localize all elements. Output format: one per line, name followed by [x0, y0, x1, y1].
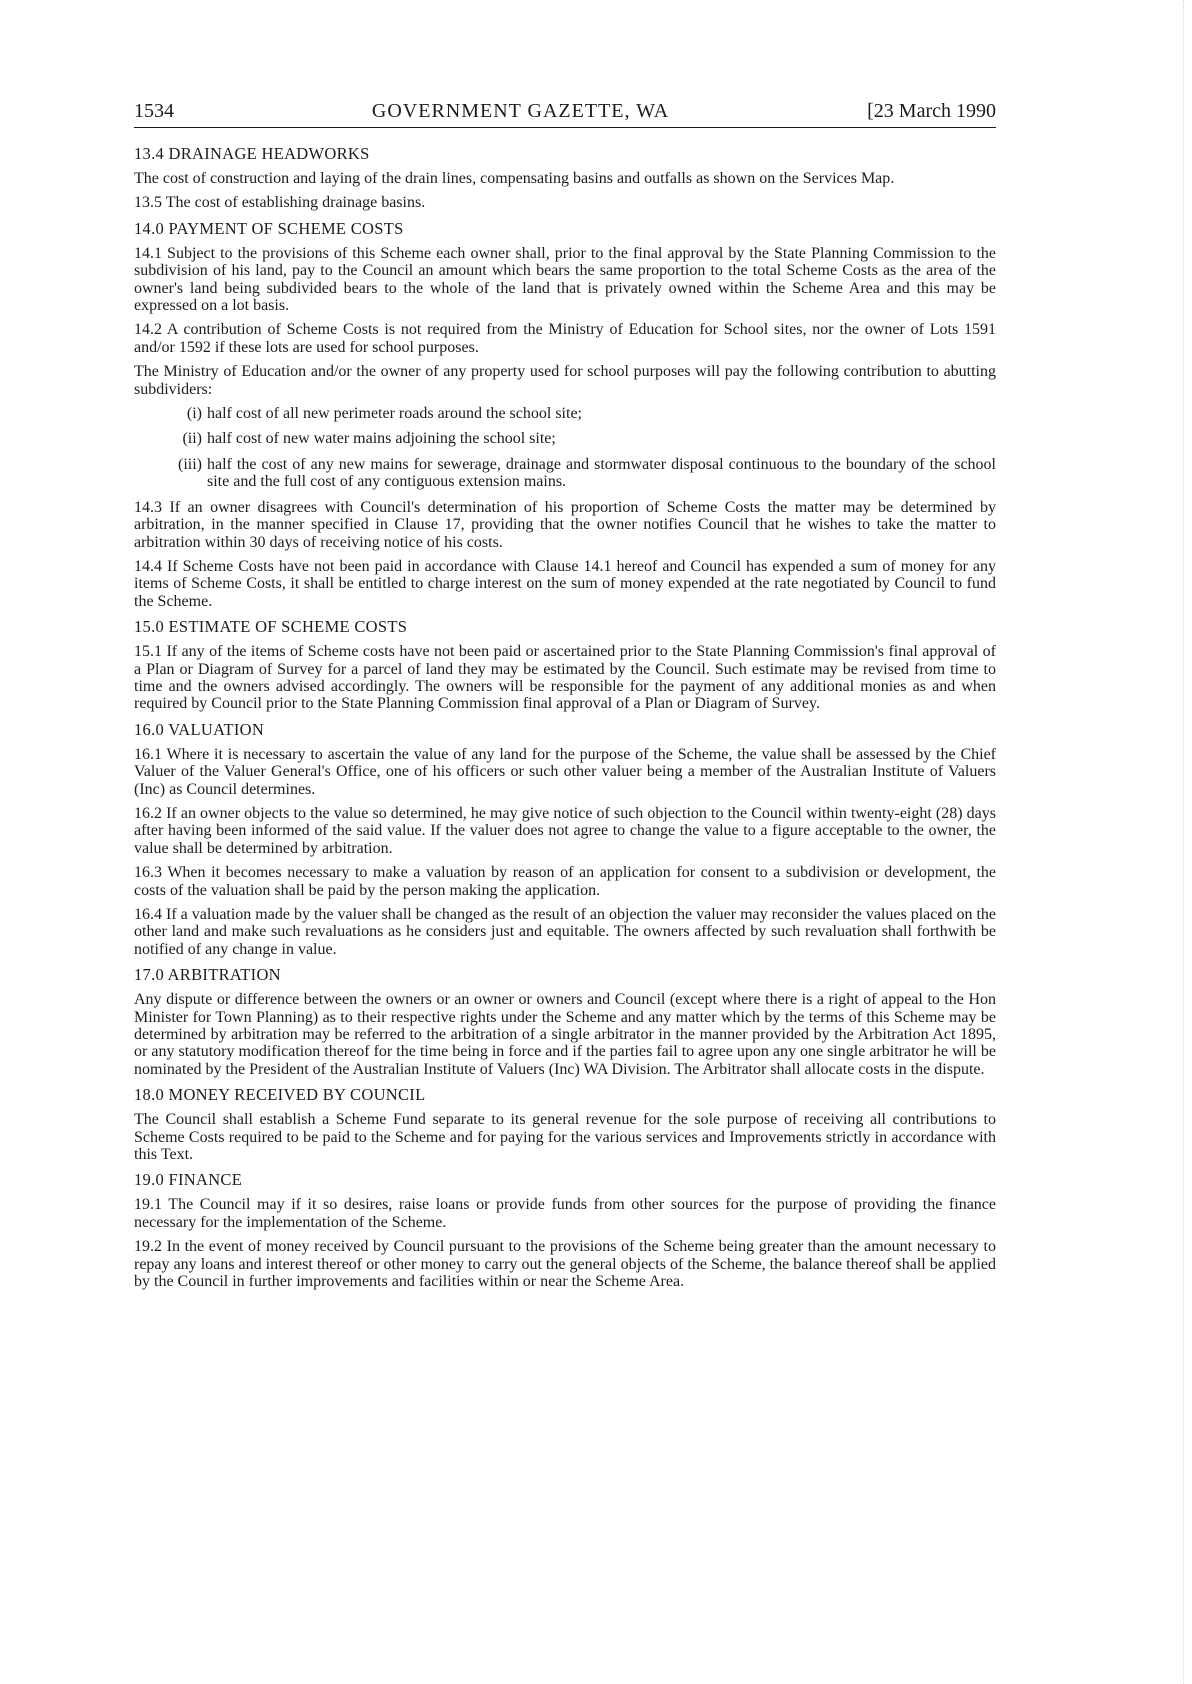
paragraph: 14.4 If Scheme Costs have not been paid in accordance with Clause 14.1 hereof and Council has expended a sum of money for any items of Scheme Costs, it shall be entitled to charge interest on the sum of money expended at the rate negotiated by Council to fund the Scheme.	[134, 557, 996, 610]
paragraph: 14.3 If an owner disagrees with Council's determination of his proportion of Scheme Costs the matter may be determined by arbitration, in the manner specified in Clause 17, providing that the owner notifies Council that he wishes to take the matter to arbitration within 30 days of receiving notice of his costs.	[134, 498, 996, 551]
section-heading: 13.4 DRAINAGE HEADWORKS	[134, 144, 370, 163]
list-item	[134, 456, 996, 491]
list-item-text: half cost of new water mains adjoining the school site;	[207, 430, 556, 448]
list-item-number: (iii)	[178, 455, 202, 473]
paragraph: 16.3 When it becomes necessary to make a valuation by reason of an application for consent to a subdivision or development, the costs of the valuation shall be paid by the person making the application.	[134, 864, 996, 899]
section-heading: 17.0 ARBITRATION	[134, 965, 281, 985]
list-item-number: (i)	[186, 405, 202, 423]
list-item-text: half cost of all new perimeter roads around the school site;	[207, 405, 582, 423]
paragraph: 16.1 Where it is necessary to ascertain the value of any land for the purpose of the Scheme, the value shall be assessed by the Chief Valuer of the Valuer General's Office, one of his officers or such other valuer being a member of the Australian Institute of Valuers (Inc) as Council determines.	[134, 745, 996, 798]
contribution-list	[134, 405, 996, 491]
document-body	[134, 144, 996, 1291]
paragraph: 14.1 Subject to the provisions of this Scheme each owner shall, prior to the final approval by the State Planning Commission to the subdivision of his land, pay to the Council an amount which bears the same proportion to the total Scheme Costs as the area of the owner's land being subdivided bears to the whole of the land that is privately owned within the Scheme Area and this may be expressed on a lot basis.	[134, 244, 996, 315]
section-heading: 16.0 VALUATION	[134, 719, 265, 739]
list-item	[134, 430, 996, 447]
section-heading: 15.0 ESTIMATE OF SCHEME COSTS	[134, 617, 408, 637]
section-heading: 18.0 MONEY RECEIVED BY COUNCIL	[134, 1085, 426, 1105]
list-item-text: half the cost of any new mains for sewerage, drainage and stormwater disposal continuous to the boundary of the school site and the full cost of any contiguous extension mains.	[207, 455, 996, 491]
paragraph: 19.1 The Council may if it so desires, raise loans or provide funds from other sources for the purpose of providing the finance necessary for the implementation of the Scheme.	[134, 1196, 996, 1231]
page-header	[134, 100, 996, 128]
page-edge-rule	[1182, 0, 1184, 1684]
paragraph: 15.1 If any of the items of Scheme costs have not been paid or ascertained prior to the State Planning Commission's final approval of a Plan or Diagram of Survey for a parcel of land they may be estimated by the Council. Such estimate may be revised from time to time and the owners advised accordingly. The owners will be responsible for the payment of any additional monies as and when required by Council prior to the State Planning Commission final approval of a Plan or Diagram of Survey.	[134, 643, 996, 713]
paragraph: 13.5 The cost of establishing drainage basins.	[134, 194, 426, 212]
paragraph: 14.2 A contribution of Scheme Costs is not required from the Ministry of Education for School sites, nor the owner of Lots 1591 and/or 1592 if these lots are used for school purposes.	[134, 321, 996, 356]
list-item	[134, 405, 996, 422]
paragraph: 16.4 If a valuation made by the valuer shall be changed as the result of an objection the valuer may reconsider the values placed on the other land and make such revaluations as he considers just and equitable. The owners affected by such revaluation shall forthwith be notified of any change in value.	[134, 906, 996, 958]
publication-title: GOVERNMENT GAZETTE, WA	[371, 100, 670, 122]
list-item-number: (ii)	[182, 430, 202, 448]
paragraph: Any dispute or difference between the owners or an owner or owners and Council (except where there is a right of appeal to the Hon Minister for Town Planning) as to their respective rights under the Scheme and any matter which by the terms of this Scheme may be determined by arbitration may be referred to the arbitration of a single arbitrator in the manner provided by the Arbitration Act 1895, or any statutory modification thereof for the time being in force and if the parties fail to agree upon any one single arbitrator he will be nominated by the President of the Australian Institute of Valuers (Inc) WA Division. The Arbitrator shall allocate costs in the dispute.	[134, 991, 996, 1078]
section-heading: 14.0 PAYMENT OF SCHEME COSTS	[134, 218, 404, 238]
page-number: 1534	[134, 100, 174, 122]
paragraph: 19.2 In the event of money received by Council pursuant to the provisions of the Scheme being greater than the amount necessary to repay any loans and interest thereof or other money to carry out the general objects of the Scheme, the balance thereof shall be applied by the Council in further improvements and facilities within or near the Scheme Area.	[134, 1238, 996, 1291]
gazette-page	[134, 100, 996, 1298]
paragraph: The cost of construction and laying of the drain lines, compensating basins and outfalls as shown on the Services Map.	[134, 170, 895, 187]
paragraph: 16.2 If an owner objects to the value so determined, he may give notice of such objection to the Council within twenty-eight (28) days after having been informed of the said value. If the valuer does not agree to change the value to a figure acceptable to the owner, the value shall be determined by arbitration.	[134, 804, 996, 857]
section-heading: 19.0 FINANCE	[134, 1170, 243, 1190]
paragraph: The Ministry of Education and/or the owner of any property used for school purposes will pay the following contribution to abutting subdividers:	[134, 363, 996, 398]
paragraph: The Council shall establish a Scheme Fund separate to its general revenue for the sole purpose of receiving all contributions to Scheme Costs required to be paid to the Scheme and for paying for the various services and Improvements strictly in accordance with this Text.	[134, 1111, 996, 1164]
issue-date: [23 March 1990	[867, 100, 996, 122]
